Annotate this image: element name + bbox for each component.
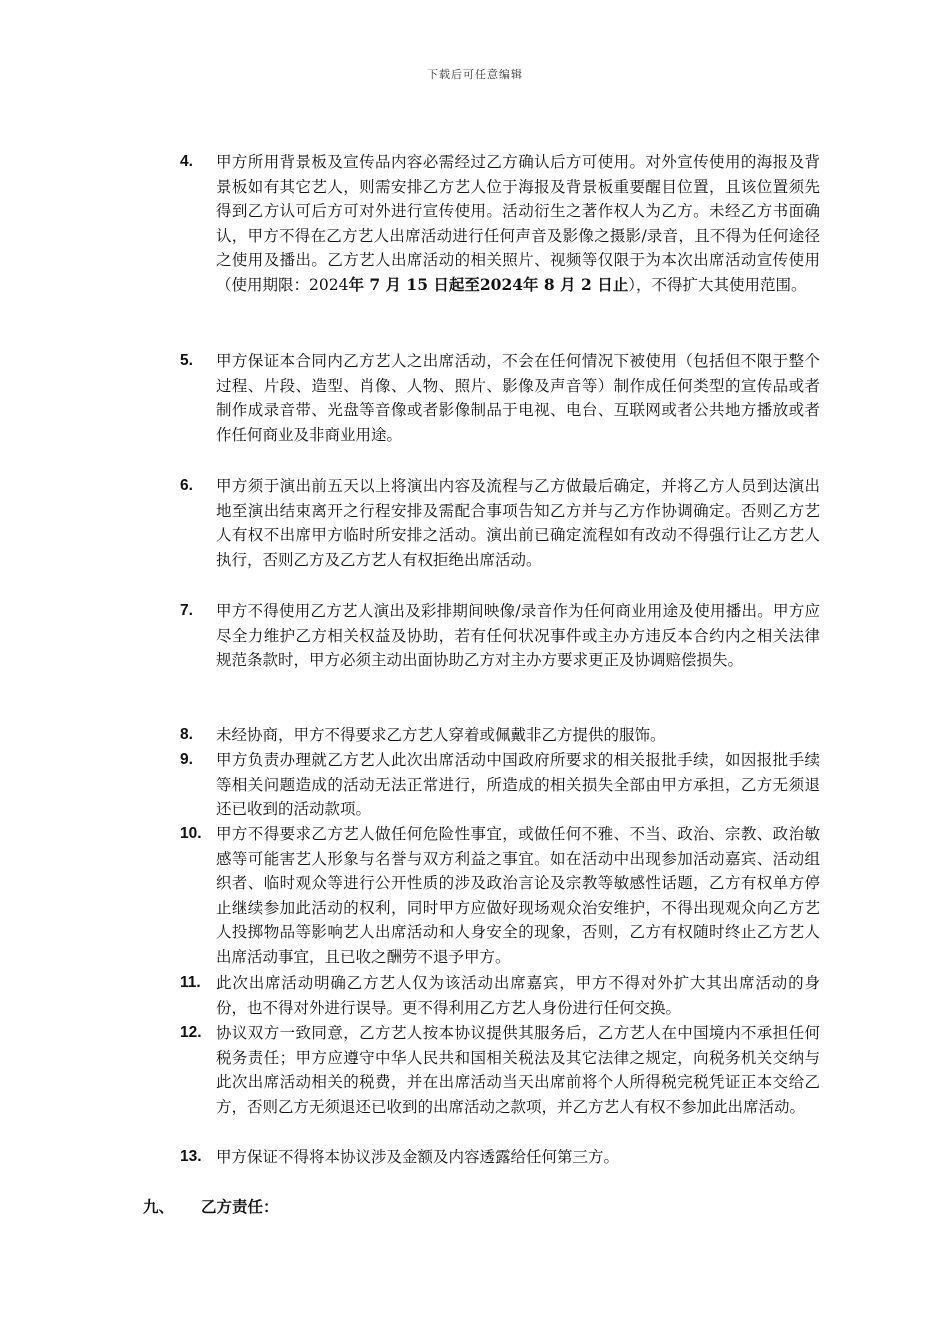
page-header: 下载后可任意编辑 bbox=[427, 68, 523, 81]
clause-text: 甲方保证不得将本协议涉及金额及内容透露给任何第三方。 bbox=[216, 1148, 620, 1166]
clause-item-11 bbox=[180, 971, 820, 1020]
clause-text: 未经协商，甲方不得要求乙方艺人穿着或佩戴非乙方提供的服饰。 bbox=[216, 726, 666, 744]
section-title: 乙方责任： bbox=[201, 1197, 279, 1216]
clause-item-5 bbox=[180, 349, 820, 447]
clause-text: 甲方不得要求乙方艺人做任何危险性事宜，或做任何不雅、不当、政治、宗教、政治敏感等可能害艺人形象与名誉与双方利益之事宜。如在活动中出现参加活动嘉宾、活动组织者、临时观众等进行公开性质的涉及政治言论及宗教等敏感性话题，乙方有权单方停止继续参加此活动的权利，同时甲方应做好现场观众治安维护，不得出现观众向乙方艺人投掷物品等影响艺人出席活动和人身安全的现象，否则，乙方有权随时终止乙方艺人出席活动事宜，且已收之酬劳不退予甲方。 bbox=[216, 825, 820, 966]
clause-item-7 bbox=[180, 599, 820, 673]
section-heading bbox=[143, 1195, 279, 1217]
clause-number: 13. bbox=[180, 1148, 202, 1165]
clause-item-10 bbox=[180, 822, 820, 969]
clause-item-13 bbox=[180, 1145, 820, 1170]
clause-number: 5. bbox=[180, 352, 193, 369]
clause-number: 10. bbox=[180, 825, 202, 842]
clause-text: 甲方所用背景板及宣传品内容必需经过乙方确认后方可使用。对外宣传使用的海报及背景板如有其它艺人，则需安排乙方艺人位于海报及背景板重要醒目位置，且该位置须先得到乙方认可后方可对外进行宣传使用。活动衍生之著作权人为乙方。未经乙方书面确认，甲方不得在乙方艺人出席活动进行任何声音及影像之摄影/录音，且不得为任何途径之使用及播出。乙方艺人出席活动的相关照片、视频等仅限于为本次出席活动宣传使用（使用期限：2024年 7 月 15 日起至2024年 8 月 2 日止），不得扩大其使用范围。 bbox=[216, 153, 820, 294]
clause-text: 甲方须于演出前五天以上将演出内容及流程与乙方做最后确定，并将乙方人员到达演出地至演出结束离开之行程安排及需配合事项告知乙方并与乙方作协调确定。否则乙方艺人有权不出席甲方临时所安排之活动。演出前已确定流程如有改动不得强行让乙方艺人执行，否则乙方及乙方艺人有权拒绝出席活动。 bbox=[216, 477, 820, 569]
clause-number: 12. bbox=[180, 1024, 202, 1041]
clause-text: 甲方负责办理就乙方艺人此次出席活动中国政府所要求的相关报批手续，如因报批手续等相关问题造成的活动无法正常进行，所造成的相关损失全部由甲方承担，乙方无须退还已收到的活动款项。 bbox=[216, 751, 820, 818]
clause-number: 9. bbox=[180, 751, 193, 768]
clause-number: 7. bbox=[180, 602, 193, 619]
clause-number: 8. bbox=[180, 726, 193, 743]
clause-number: 11. bbox=[180, 974, 201, 991]
clause-text: 甲方保证本合同内乙方艺人之出席活动，不会在任何情况下被使用（包括但不限于整个过程、片段、造型、肖像、人物、照片、影像及声音等）制作成任何类型的宣传品或者制作成录音带、光盘等音像或者影像制品于电视、电台、互联网或者公共地方播放或者作任何商业及非商业用途。 bbox=[216, 352, 820, 444]
clause-item-4 bbox=[180, 150, 820, 297]
usage-period-bold: 年 7 月 15 日起至2024年 8 月 2 日止 bbox=[348, 274, 629, 294]
clause-text: 此次出席活动明确乙方艺人仅为该活动出席嘉宾，甲方不得对外扩大其出席活动的身份，也不得对外进行误导。更不得利用乙方艺人身份进行任何交换。 bbox=[216, 974, 820, 1017]
clause-item-9 bbox=[180, 748, 820, 822]
section-number: 九、 bbox=[143, 1197, 175, 1216]
clause-text: 协议双方一致同意，乙方艺人按本协议提供其服务后，乙方艺人在中国境内不承担任何税务责任；甲方应遵守中华人民共和国相关税法及其它法律之规定，向税务机关交纳与此次出席活动相关的税费，并在出席活动当天出席前将个人所得税完税凭证正本交给乙方，否则乙方无须退还已收到的出席活动之款项，并乙方艺人有权不参加此出席活动。 bbox=[216, 1024, 820, 1116]
clause-number: 4. bbox=[180, 153, 193, 170]
clause-item-6 bbox=[180, 474, 820, 572]
clause-item-8 bbox=[180, 723, 820, 748]
clause-number: 6. bbox=[180, 477, 193, 494]
clause-item-12 bbox=[180, 1021, 820, 1119]
clause-text: 甲方不得使用乙方艺人演出及彩排期间映像/录音作为任何商业用途及使用播出。甲方应尽全力维护乙方相关权益及协助，若有任何状况事件或主办方违反本合约内之相关法律规范条款时，甲方必须主动出面协助乙方对主办方要求更正及协调赔偿损失。 bbox=[216, 602, 820, 669]
